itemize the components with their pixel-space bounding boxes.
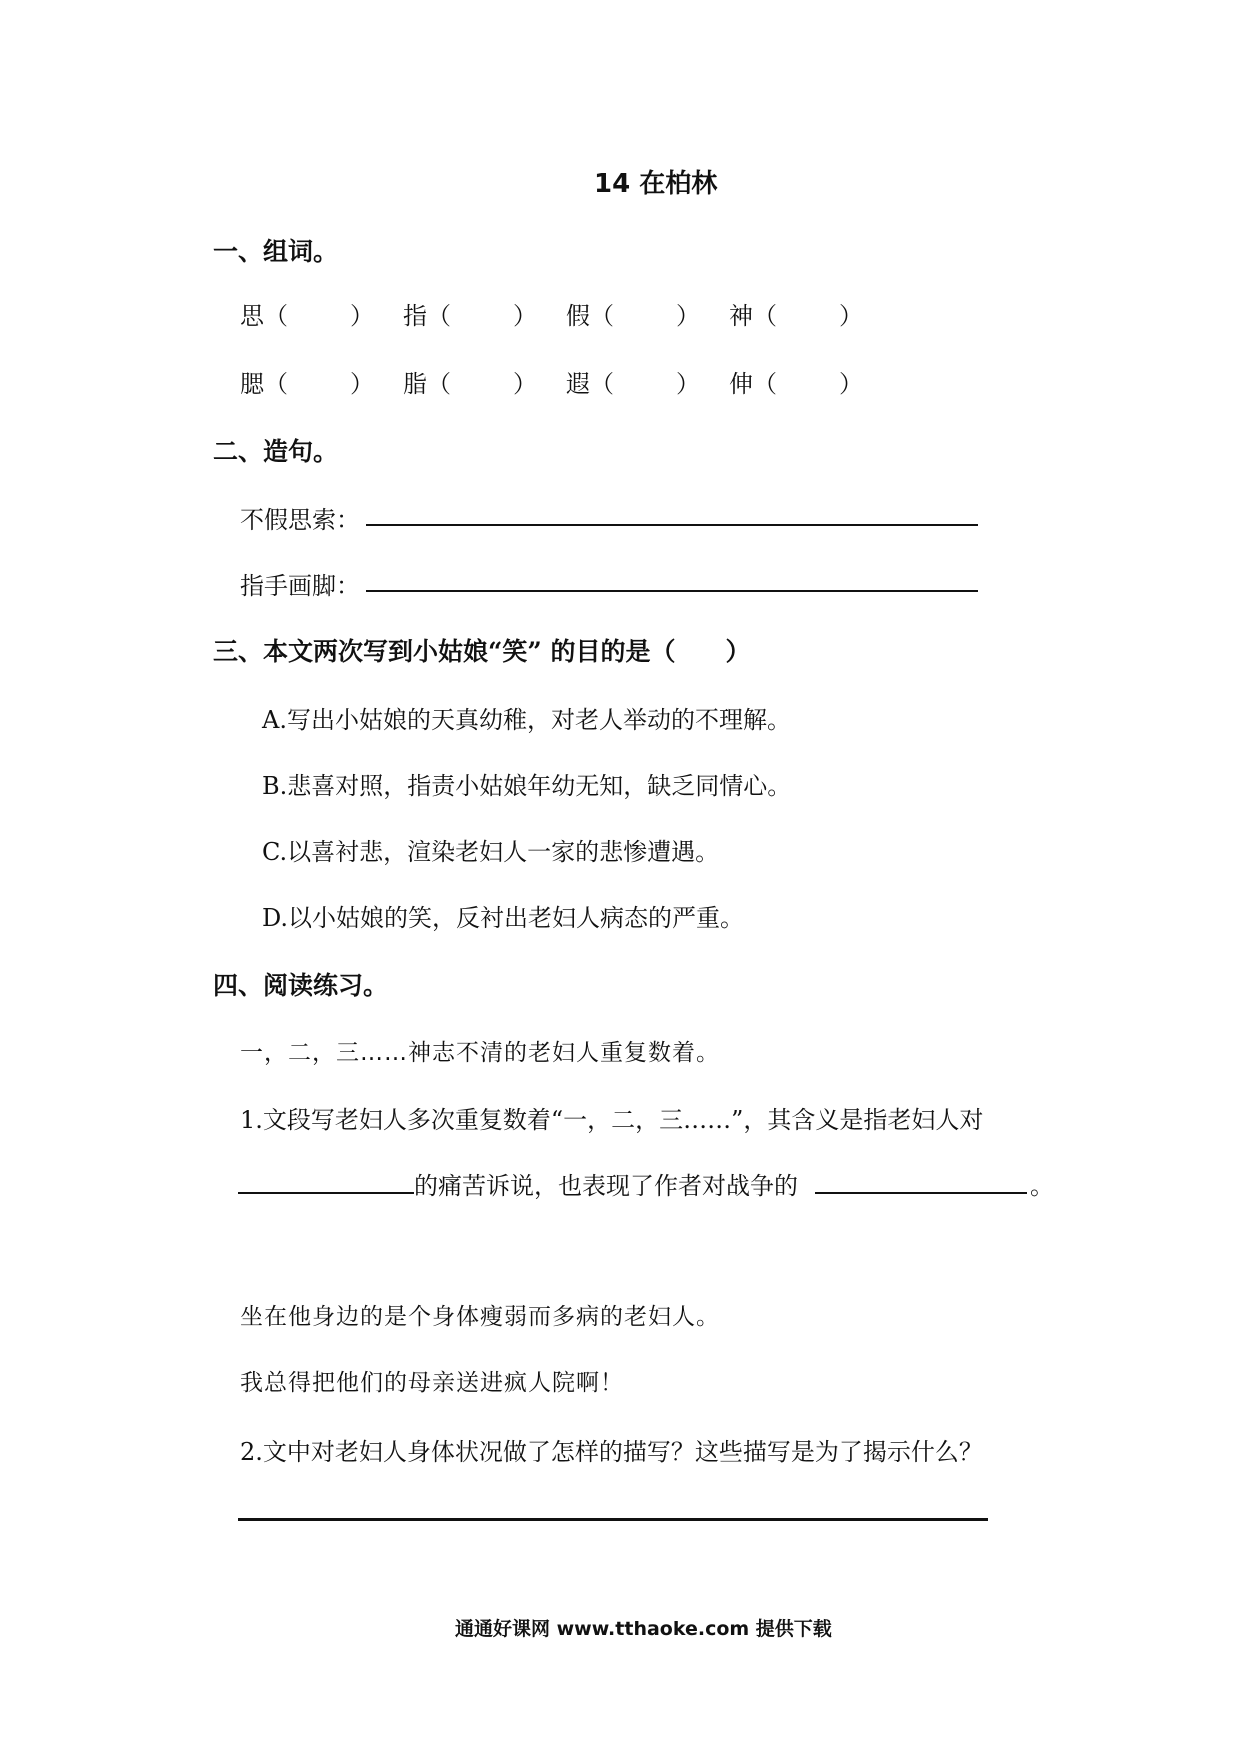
word-6-char: 脂（ <box>403 370 451 398</box>
passage-excerpt-1: 一，二，三……神志不清的老妇人重复数着。 <box>240 1040 720 1066</box>
word-2-char: 指（ <box>403 302 451 330</box>
word-5-char: 腮（ <box>240 370 288 398</box>
option-a[interactable]: A.写出小姑娘的天真幼稚，对老人举动的不理解。 <box>262 706 791 734</box>
question-1-blank-2[interactable] <box>815 1192 1027 1194</box>
word-8-close: ） <box>839 370 863 398</box>
word-6-close: ） <box>513 370 537 398</box>
question-1-end-punct: 。 <box>1030 1172 1054 1200</box>
word-8-char: 伸（ <box>729 370 777 398</box>
word-2-close: ） <box>513 302 537 330</box>
word-1-char: 思（ <box>240 302 288 330</box>
word-7-char: 遐（ <box>566 370 614 398</box>
section-4-heading: 四、阅读练习。 <box>213 971 389 1000</box>
word-5-close: ） <box>350 370 374 398</box>
sentence-item-1-label: 不假思索： <box>240 506 360 534</box>
option-c[interactable]: C.以喜衬悲，渲染老妇人一家的悲惨遭遇。 <box>262 838 720 866</box>
question-1-middle-text: 的痛苦诉说，也表现了作者对战争的 <box>414 1172 798 1200</box>
question-1-text: 1.文段写老妇人多次重复数着“一，二，三……”，其含义是指老妇人对 <box>240 1106 984 1134</box>
section-1-heading: 一、组词。 <box>213 237 339 266</box>
word-3-close: ） <box>676 302 700 330</box>
passage-excerpt-3: 我总得把他们的母亲送进疯人院啊！ <box>240 1370 624 1396</box>
passage-excerpt-2: 坐在他身边的是个身体瘦弱而多病的老妇人。 <box>240 1304 720 1330</box>
question-1-blank-1[interactable] <box>238 1192 414 1194</box>
word-4-char: 神（ <box>729 302 777 330</box>
question-2-text: 2.文中对老妇人身体状况做了怎样的描写？这些描写是为了揭示什么？ <box>240 1438 983 1466</box>
section-3-heading: 三、本文两次写到小姑娘“笑” 的目的是（ ） <box>213 637 751 666</box>
word-3-char: 假（ <box>566 302 614 330</box>
question-2-answer-line[interactable] <box>238 1518 988 1521</box>
word-7-close: ） <box>676 370 700 398</box>
footer-credit: 通通好课网 www.tthaoke.com 提供下载 <box>455 1618 832 1640</box>
option-b[interactable]: B.悲喜对照，指责小姑娘年幼无知，缺乏同情心。 <box>262 772 792 800</box>
word-1-close: ） <box>350 302 374 330</box>
sentence-item-1-blank[interactable] <box>366 524 978 526</box>
sentence-item-2-blank[interactable] <box>366 590 978 592</box>
page-title: 14 在柏林 <box>594 169 718 199</box>
option-d[interactable]: D.以小姑娘的笑，反衬出老妇人病态的严重。 <box>262 904 745 932</box>
word-4-close: ） <box>839 302 863 330</box>
section-2-heading: 二、造句。 <box>213 437 339 466</box>
sentence-item-2-label: 指手画脚： <box>240 572 360 600</box>
